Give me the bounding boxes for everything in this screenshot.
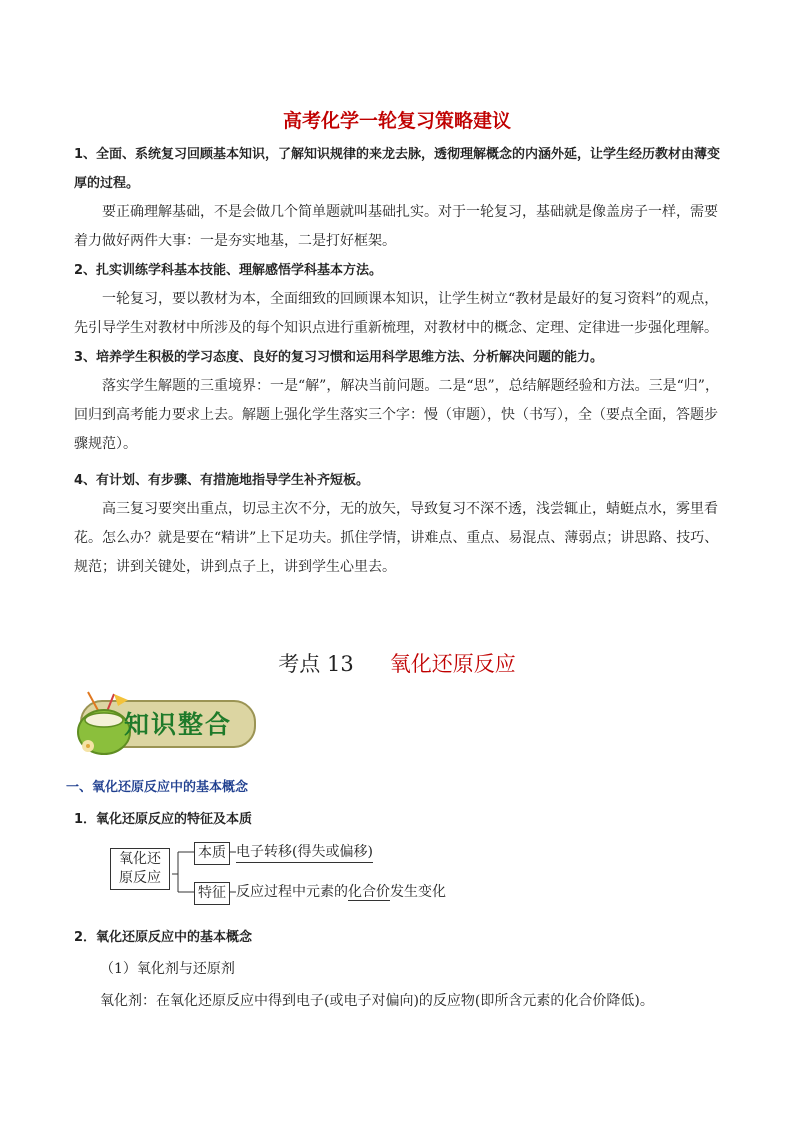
knowledge-badge [70,686,255,761]
strategy-1-heading: 1、全面、系统复习回顾基本知识，了解知识规律的来龙去脉，透彻理解概念的内涵外延，让学生经历教材由薄变厚的过程。 [74,147,721,191]
feature-text-a: 反应过程中元素的 [236,884,348,900]
diagram-root-box [110,848,170,890]
feature-text [236,882,446,902]
diagram-root-line1: 氧化还 [119,851,161,867]
strategy-3-heading: 3、培养学生积极的学习态度、良好的复习习惯和运用科学思维方法、分析解决问题的能力。 [74,350,604,365]
kaodian-title [0,648,794,678]
strategy-2-body: 一轮复习，要以教材为本，全面细致的回顾课本知识，让学生树立“教材是最好的复习资料”的观点，先引导学生对教材中所涉及的每个知识点进行重新梳理，对教材中的概念、定理、定律进一步强化理解。 [74,291,719,336]
feature-label-box: 特征 [194,882,230,905]
oxidant-definition: 氧化剂：在氧化还原反应中得到电子(或电子对偏向)的反应物(即所含元素的化合价降低)。 [100,993,654,1009]
feature-text-c: 发生变化 [390,884,446,900]
feature-text-b: 化合价 [348,884,390,900]
strategy-2-heading: 2、扎实训练学科基本技能、理解感悟学科基本方法。 [74,263,383,278]
essence-label-box: 本质 [194,842,230,865]
strategy-1-body: 要正确理解基础，不是会做几个简单题就叫基础扎实。对于一轮复习，基础就是像盖房子一样，需要着力做好两件大事：一是夯实地基，二是打好框架。 [74,204,718,249]
kaodian-number: 考点 13 [278,652,354,676]
diagram-root-line2: 原反应 [119,870,161,886]
kaodian-name: 氧化还原反应 [389,652,516,676]
page-title: 高考化学一轮复习策略建议 [282,110,511,132]
subsection-2-item: （1）氧化剂与还原剂 [100,961,235,977]
strategy-4-heading: 4、有计划、有步骤、有措施地指导学生补齐短板。 [74,473,370,488]
concept-diagram [110,836,510,912]
subsection-2-heading: 2．氧化还原反应中的基本概念 [74,930,253,945]
section-heading: 一、氧化还原反应中的基本概念 [66,780,249,795]
subsection-1-heading: 1．氧化还原反应的特征及本质 [74,812,253,827]
badge-text: 知识整合 [124,710,233,739]
strategy-4-body: 高三复习要突出重点，切忌主次不分，无的放矢，导致复习不深不透，浅尝辄止，蜻蜓点水，雾里看花。怎么办？就是要在“精讲”上下足功夫。抓住学情，讲难点、重点、易混点、薄弱点；讲思路、技巧、规范；讲到关键处，讲到点子上，讲到学生心里去。 [74,501,719,575]
essence-text: 电子转移(得失或偏移) [236,842,373,863]
strategy-3-body: 落实学生解题的三重境界：一是“解”，解决当前问题。二是“思”，总结解题经验和方法。三是“归”，回归到高考能力要求上去。解题上强化学生落实三个字：慢（审题），快（书写），全（要点全面，答题步骤规范）。 [74,378,719,452]
